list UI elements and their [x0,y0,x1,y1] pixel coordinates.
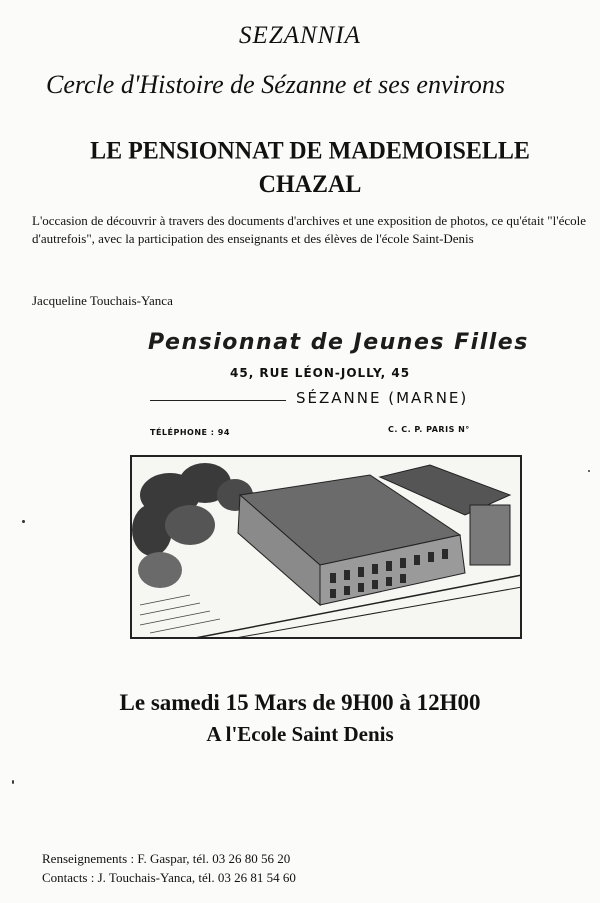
intro-paragraph: L'occasion de découvrir à travers des documents d'archives et une exposition de photos, ce qu'était "l'école d'autrefois", avec la participation des enseignants et des élèves de l'école Saint-Denis [32,213,586,246]
contacts-line: Contacts : J. Touchais-Yanca, tél. 03 26 81 54 60 [42,870,296,885]
title-line-1: LE PENSIONNAT DE MADEMOISELLE [90,137,530,165]
scan-speck [22,520,25,523]
title-line-2: CHAZAL [258,171,362,199]
letterhead-city: SÉZANNE (MARNE) [296,389,469,407]
organization-name: SEZANNIA [239,22,361,49]
letterhead-ccp: C. C. P. PARIS N° [388,425,470,434]
school-building-engraving [130,455,522,639]
letterhead-address: 45, RUE LÉON-JOLLY, 45 [230,366,411,380]
author-name: Jacqueline Touchais-Yanca [32,293,173,308]
letterhead-telephone: TÉLÉPHONE : 94 [150,428,230,437]
event-date: Le samedi 15 Mars de 9H00 à 12H00 [119,690,481,715]
scan-speck [588,470,590,472]
scan-speck [12,780,14,784]
renseignements-line: Renseignements : F. Gaspar, tél. 03 26 80 56 20 [42,851,291,866]
organization-subtitle: Cercle d'Histoire de Sézanne et ses environs [46,70,506,99]
document-title [20,134,600,201]
event-location: A l'Ecole Saint Denis [206,722,394,746]
letterhead-title: Pensionnat de Jeunes Filles [148,330,529,355]
letterhead-rule [150,400,286,401]
